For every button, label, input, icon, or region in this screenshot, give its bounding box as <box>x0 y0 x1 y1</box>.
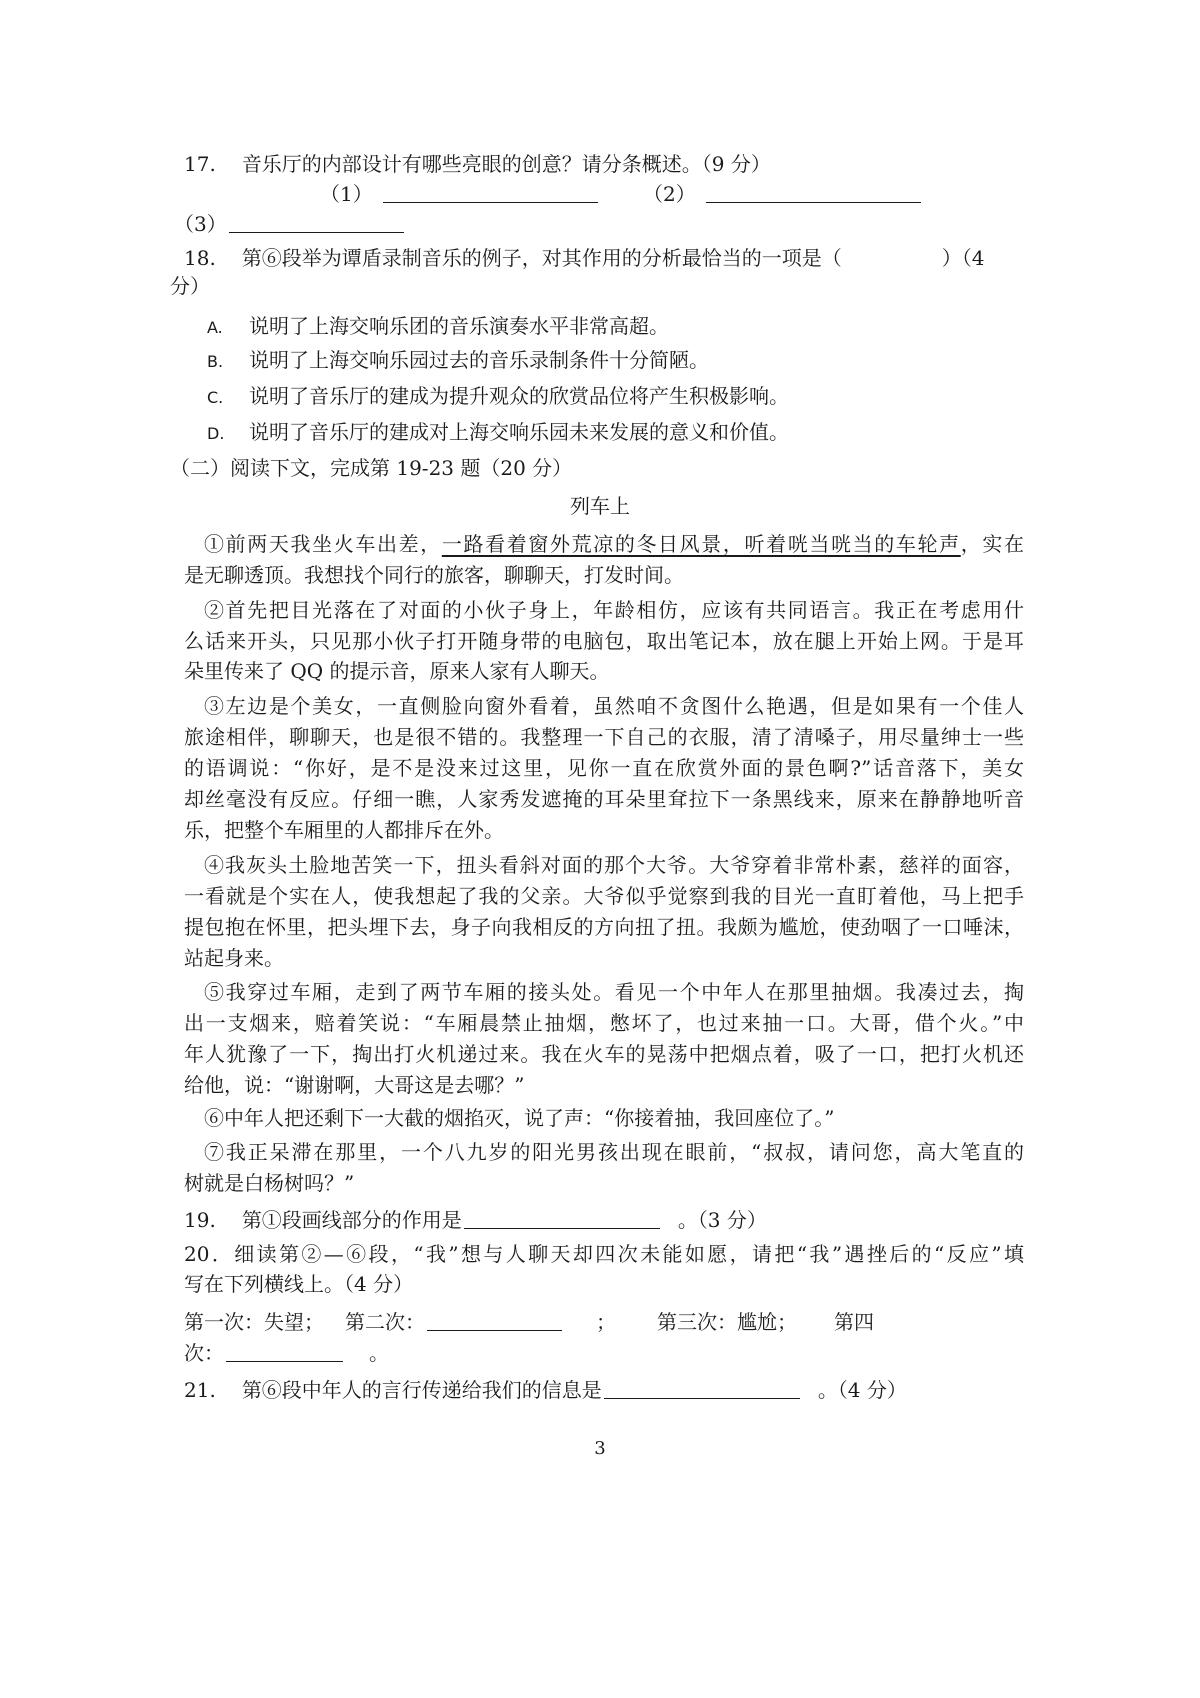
paragraph-5-line: ⑤我穿过车厢，走到了两节车厢的接头处。看见一个中年人在那里抽烟。我凑过去，掏 <box>204 980 1024 1004</box>
paragraph-3-line: 的语调说：“你好，是不是没来过这里，见你一直在欣赏外面的景色啊?”话音落下，美女 <box>184 756 1024 780</box>
paragraph-7-line: ⑦我正呆滞在那里，一个八九岁的阳光男孩出现在眼前，“叔叔，请问您，高大笔直的 <box>204 1140 1024 1164</box>
paragraph-3-line: 乐，把整个车厢里的人都排斥在外。 <box>184 818 504 842</box>
question-number: 17. <box>184 152 216 176</box>
paragraph-2-line: ②首先把目光落在了对面的小伙子身上，年龄相仿，应该有共同语言。我正在考虑用什 <box>204 598 1024 622</box>
option-text: 说明了音乐厅的建成为提升观众的欣赏品位将产生积极影响。 <box>249 384 789 408</box>
option-letter: B. <box>207 352 224 371</box>
paragraph-5-line: 年人犹豫了一下，掏出打火机递过来。我在火车的晃荡中把烟点着，吸了一口，把打火机还 <box>184 1042 1024 1066</box>
answer-line[interactable] <box>464 1206 660 1229</box>
question-number: 18. <box>184 246 216 270</box>
separator: ； <box>596 1310 616 1334</box>
paragraph-3-line: 旅途相伴，聊聊天，也是很不错的。我整理一下自己的衣服，清了清嗓子，用尽量绅士一些 <box>184 725 1024 749</box>
answer-blank-1[interactable] <box>320 180 598 208</box>
answer-blank-2[interactable] <box>643 180 921 208</box>
question-21 <box>184 1376 907 1404</box>
paragraph-4-line: 提包抱在怀里，把头埋下去，身子向我相反的方向扭了扭。我颇为尴尬，使劲咽了一口唾沫， <box>184 915 1024 939</box>
page-number: 3 <box>594 1438 606 1459</box>
paragraph-6-line: ⑥中年人把还剩下一大截的烟掐灭，说了声：“你接着抽，我回座位了。” <box>204 1106 835 1130</box>
answer-first: 第一次：失望； <box>184 1310 324 1334</box>
paragraph-3-line: ③左边是个美女，一直侧脸向窗外看着，虽然咱不贪图什么艳遇，但是如果有一个佳人 <box>204 694 1024 718</box>
period: 。 <box>369 1341 389 1365</box>
paragraph-4-line: ④我灰头土脸地苦笑一下，扭头看斜对面的那个大爷。大爷穿着非常朴素，慈祥的面容， <box>204 853 1024 877</box>
question-points: 。（3 分） <box>677 1208 767 1232</box>
paragraph-5-line: 给他，说：“谢谢啊，大哥这是去哪？” <box>184 1073 525 1097</box>
answer-line[interactable] <box>706 180 921 203</box>
text-span: ，实在 <box>960 532 1025 556</box>
paragraph-2-line: 朵里传来了 QQ 的提示音，原来人家有人聊天。 <box>184 659 610 683</box>
question-number: 19. <box>184 1208 216 1232</box>
question-20-line-2: 写在下列横线上。（4 分） <box>184 1272 414 1296</box>
question-text: 第①段画线部分的作用是 <box>241 1208 462 1232</box>
paragraph-5-line: 出一支烟来，赔着笑说：“车厢晨禁止抽烟，憋坏了，也过来抽一口。大哥，借个火。”中 <box>184 1011 1024 1035</box>
paragraph-1-line-1 <box>204 530 1024 558</box>
answer-fourth-label: 第四 <box>834 1310 874 1334</box>
answer-line[interactable] <box>383 180 598 203</box>
answer-line[interactable] <box>427 1308 562 1331</box>
question-20-line-1: 20．细读第②—⑥段，“我”想与人聊天却四次未能如愿，请把“我”遇挫后的“反应”填 <box>184 1242 1024 1266</box>
option-b[interactable] <box>207 346 709 376</box>
answer-label: 次： <box>184 1341 224 1365</box>
option-text: 说明了上海交响乐团的音乐演奏水平非常高超。 <box>249 314 669 338</box>
option-letter: D. <box>207 424 225 443</box>
answer-fourth[interactable] <box>184 1339 389 1367</box>
paragraph-2-line: 么话来开头，只见那小伙子打开随身带的电脑包，取出笔记本，放在腿上开始上网。于是耳 <box>184 629 1024 653</box>
blank-label: （3） <box>174 212 227 236</box>
question-points: 。（4 分） <box>817 1378 907 1402</box>
question-text: 第⑥段中年人的言行传递给我们的信息是 <box>241 1378 602 1402</box>
answer-line[interactable] <box>226 1339 343 1362</box>
option-letter: C. <box>207 388 224 407</box>
question-number: 21. <box>184 1378 216 1402</box>
answer-third: 第三次：尴尬； <box>657 1310 797 1334</box>
section-heading: （二）阅读下文，完成第 19-23 题（20 分） <box>170 456 573 480</box>
question-text: 音乐厅的内部设计有哪些亮眼的创意？请分条概述。（9 分） <box>241 152 771 176</box>
text-span: ①前两天我坐火车出差， <box>204 532 442 556</box>
question-17 <box>184 150 771 178</box>
option-letter: A. <box>207 318 223 337</box>
answer-label: 第二次： <box>345 1310 425 1334</box>
option-c[interactable] <box>207 382 789 412</box>
option-a[interactable] <box>207 312 669 342</box>
answer-blank-3[interactable] <box>174 210 404 238</box>
answer-line[interactable] <box>604 1376 800 1399</box>
option-text: 说明了上海交响乐园过去的音乐录制条件十分简陋。 <box>249 348 709 372</box>
option-d[interactable] <box>207 418 789 448</box>
answer-second[interactable] <box>345 1308 562 1336</box>
paragraph-4-line: 站起身来。 <box>184 946 284 970</box>
blank-label: （1） <box>320 182 373 206</box>
paragraph-1-line-2: 是无聊透顶。我想找个同行的旅客，聊聊天，打发时间。 <box>184 563 684 587</box>
question-text: 第⑥段举为谭盾录制音乐的例子，对其作用的分析最恰当的一项是（ ）（4 <box>241 246 985 270</box>
option-text: 说明了音乐厅的建成对上海交响乐园未来发展的意义和价值。 <box>249 420 789 444</box>
answer-line[interactable] <box>229 210 404 233</box>
blank-label: （2） <box>643 182 696 206</box>
question-19 <box>184 1206 767 1234</box>
article-title: 列车上 <box>570 494 630 518</box>
paragraph-4-line: 一看就是个实在人，使我想起了我的父亲。大爷似乎觉察到我的目光一直盯着他，马上把手 <box>184 884 1024 908</box>
paragraph-3-line: 却丝毫没有反应。仔细一瞧，人家秀发遮掩的耳朵里耷拉下一条黑线来，原来在静静地听音 <box>184 787 1024 811</box>
underlined-text: 一路看着窗外荒凉的冬日风景，听着咣当咣当的车轮声 <box>441 532 961 556</box>
paragraph-7-line: 树就是白杨树吗？” <box>184 1171 355 1195</box>
question-text-cont: 分） <box>170 274 210 298</box>
question-18 <box>184 244 985 272</box>
